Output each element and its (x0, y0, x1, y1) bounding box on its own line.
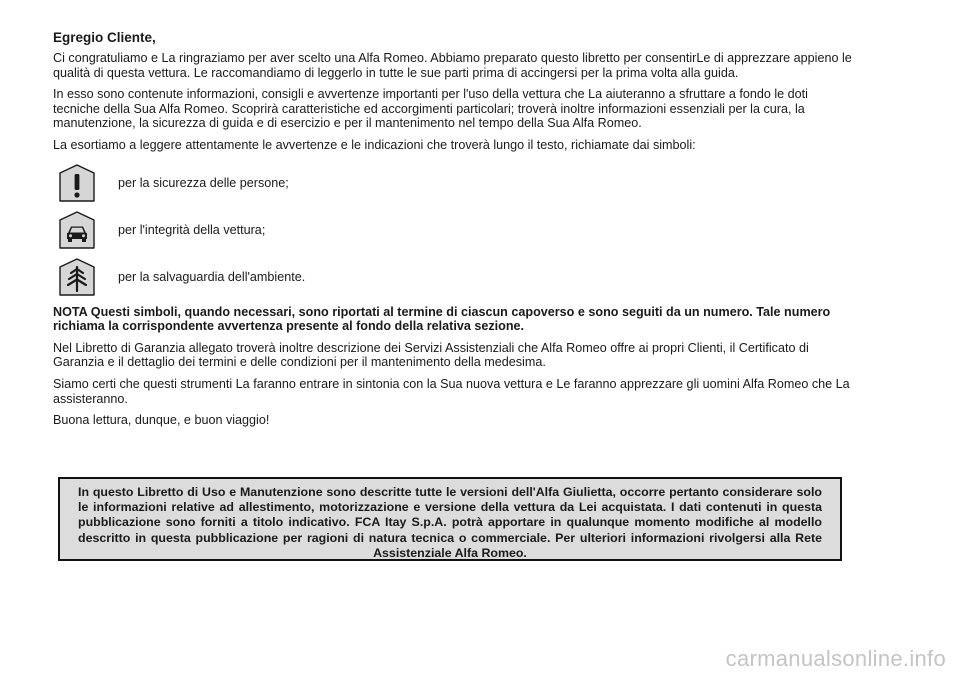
symbol-label-vehicle: per l'integrità della vettura; (118, 222, 266, 237)
symbol-label-environment: per la salvaguardia dell'ambiente. (118, 269, 306, 284)
intro-paragraph-3: La esortiamo a leggere attentamente le avvertenze e le indicazioni che troverà lungo il testo, richiamate dai simboli: (53, 137, 696, 152)
greeting-heading: Egregio Cliente, (53, 30, 156, 45)
tree-warning-icon (57, 257, 97, 297)
exclamation-warning-icon (57, 163, 97, 203)
intro-paragraph-1: Ci congratuliamo e La ringraziamo per aver scelto una Alfa Romeo. Abbiamo preparato questo libretto per consentirLe di apprezzare appieno le qualità di questa vettura. Le raccomandiamo di leggerlo in tutte le sue parti prima di accingersi per la prima volta alla guida. (53, 51, 852, 80)
nota-paragraph: NOTA Questi simboli, quando necessari, sono riportati al termine di ciascun capoverso e sono seguiti da un numero. Tale numero richiama la corrispondente avvertenza presente al fondo della relativa sezione. (53, 304, 831, 334)
closing-paragraph-2: Siamo certi che questi strumenti La faranno entrare in sintonia con la Sua nuova vettura e Le faranno apprezzare gli uomini Alfa Romeo che La assisteranno. (53, 376, 850, 406)
closing-paragraph-1: Nel Libretto di Garanzia allegato troverà inoltre descrizione dei Servizi Assistenziali che Alfa Romeo offre ai propri Clienti, il Certificato di Garanzia e il dettaglio dei termini e delle condizioni per il mantenimento della medesima. (53, 340, 809, 370)
symbol-legend (53, 163, 853, 297)
symbol-row-vehicle (53, 210, 853, 250)
intro-paragraph-2: In esso sono contenute informazioni, consigli e avvertenze importanti per l'uso della vettura che La aiuteranno a sfruttare a fondo le doti tecniche della Sua Alfa Romeo. Scoprirà caratteristiche ed accorgimenti particolari; troverà inoltre informazioni essenziali per la cura, la manutenzione, la sicurezza di guida e di esercizio e per il mantenimento nel tempo della Sua Alfa Romeo. (53, 87, 808, 131)
symbol-row-environment (53, 257, 853, 297)
car-warning-icon (57, 210, 97, 250)
symbol-row-safety (53, 163, 853, 203)
site-watermark[interactable]: carmanualsonline.info (725, 646, 946, 671)
symbol-label-safety: per la sicurezza delle persone; (118, 175, 289, 190)
disclaimer-box: In questo Libretto di Uso e Manutenzione sono descritte tutte le versioni dell'Alfa Giulietta, occorre pertanto considerare solo le informazioni relative ad allestimento, motorizzazione e versione della vettura da Lei acquistata. I dati contenuti in questa pubblicazione sono forniti a titolo indicativo. FCA Itay S.p.A. potrà apportare in qualunque momento modifiche al modello descritto in questa pubblicazione per ragioni di natura tecnica o commerciale. Per ulteriori informazioni rivolgersi alla Rete Assistenziale Alfa Romeo. (58, 477, 842, 561)
closing-paragraph-3: Buona lettura, dunque, e buon viaggio! (53, 413, 270, 428)
letter-page (53, 30, 853, 435)
